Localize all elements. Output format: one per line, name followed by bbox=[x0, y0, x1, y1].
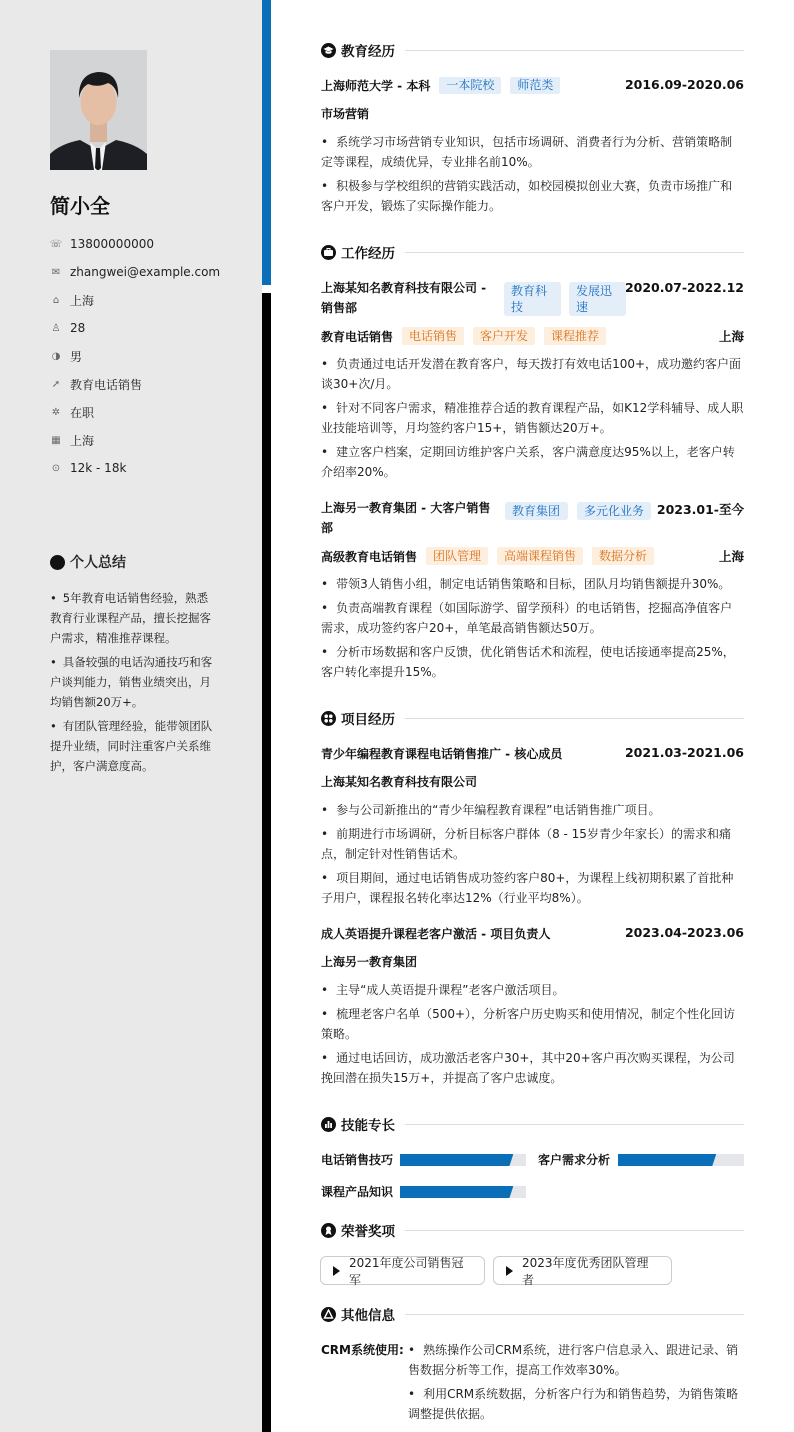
contact-city bbox=[50, 426, 250, 454]
project-org: 上海另一教育集团 bbox=[321, 955, 418, 969]
home-value: 上海 bbox=[70, 293, 95, 308]
project-bullets bbox=[321, 800, 744, 912]
list-item: • 分析市场数据和客户反馈，优化销售话术和流程，使电话接通率提高25%，客户转化率提升15%。 bbox=[321, 642, 744, 682]
contact-email bbox=[50, 258, 250, 286]
list-item: • 带领3人销售小组，制定电话销售策略和目标，团队月均销售额提升30%。 bbox=[321, 574, 744, 594]
job-date: 2020.07-2022.12 bbox=[624, 280, 744, 295]
school-name: 上海师范大学 - 本科 bbox=[321, 79, 431, 93]
project-date: 2023.04-2023.06 bbox=[624, 925, 744, 940]
list-item: • 利用CRM系统数据，分析客户行为和销售趋势，为销售策略调整提供依据。 bbox=[408, 1384, 744, 1424]
contact-status bbox=[50, 398, 250, 426]
awards-title: 荣誉奖项 bbox=[341, 1224, 395, 1240]
apps-icon bbox=[321, 1307, 336, 1322]
other-bullets bbox=[408, 1340, 744, 1428]
summary-item: • 具备较强的电话沟通技巧和客户谈判能力，销售业绩突出，月均销售额20万+。 bbox=[50, 652, 215, 712]
list-item: • 梳理老客户名单（500+），分析客户历史购买和使用情况，制定个性化回访策略。 bbox=[321, 1004, 744, 1044]
skill-name: 课程产品知识 bbox=[321, 1185, 394, 1199]
avatar bbox=[50, 50, 147, 170]
contact-home bbox=[50, 286, 250, 314]
company-tag: 教育科技 bbox=[504, 282, 561, 316]
divider bbox=[405, 1314, 744, 1315]
job-company: 上海某知名教育科技有限公司 - 销售部 bbox=[321, 281, 487, 315]
divider bbox=[405, 1230, 744, 1231]
salary-icon: ⊙ bbox=[51, 462, 61, 474]
education-title: 教育经历 bbox=[341, 44, 395, 60]
role-tag: 课程推荐 bbox=[544, 327, 606, 345]
profile-name: 简小全 bbox=[50, 194, 110, 218]
age-icon: ♙ bbox=[51, 322, 61, 334]
award-label: 2021年度公司销售冠军 bbox=[349, 1255, 464, 1287]
gender-icon: ◑ bbox=[51, 350, 61, 362]
phone-icon: ☏ bbox=[49, 238, 63, 250]
summary-item: • 有团队管理经验，能带领团队提升业绩，同时注重客户关系维护，客户满意度高。 bbox=[50, 716, 215, 776]
award-item bbox=[320, 1256, 485, 1285]
job-location: 上海 bbox=[718, 549, 744, 564]
accent-stripe-blue bbox=[262, 0, 271, 285]
company-tag: 多元化业务 bbox=[577, 502, 651, 520]
contact-gender bbox=[50, 342, 250, 370]
skill-name: 电话销售技巧 bbox=[321, 1153, 394, 1167]
role-tag: 高端课程销售 bbox=[497, 547, 583, 565]
award-label: 2023年度优秀团队管理者 bbox=[522, 1255, 649, 1287]
home-icon: ⌂ bbox=[52, 294, 60, 306]
education-bullets bbox=[321, 132, 744, 220]
list-item: • 主导“成人英语提升课程”老客户激活项目。 bbox=[321, 980, 744, 1000]
company-tag: 发展迅速 bbox=[569, 282, 626, 316]
other-title: 其他信息 bbox=[341, 1308, 395, 1324]
other-label: CRM系统使用: bbox=[321, 1343, 404, 1357]
skill-bar bbox=[618, 1154, 744, 1166]
job-bullets bbox=[321, 354, 744, 486]
project-bullets bbox=[321, 980, 744, 1092]
project-name: 成人英语提升课程老客户激活 - 项目负责人 bbox=[321, 927, 551, 941]
summary-item: • 5年教育电话销售经验，熟悉教育行业课程产品，擅长挖掘客户需求，精准推荐课程。 bbox=[50, 588, 215, 648]
skill-bar bbox=[400, 1186, 526, 1198]
projects-heading bbox=[321, 708, 744, 728]
role-tag: 数据分析 bbox=[592, 547, 654, 565]
list-item: • 负责高端教育课程（如国际游学、留学预科）的电话销售，挖掘高净值客户需求，成功签约客户20+，单笔最高销售额达50万。 bbox=[321, 598, 744, 638]
list-item: • 系统学习市场营销专业知识，包括市场调研、消费者行为分析、营销策略制定等课程，成绩优异，专业排名前10%。 bbox=[321, 132, 744, 172]
role-tag: 客户开发 bbox=[473, 327, 535, 345]
email-value: zhangwei@example.com bbox=[70, 265, 221, 279]
summary-list bbox=[50, 588, 215, 780]
summary-title: 个人总结 bbox=[70, 555, 126, 571]
list-item: • 积极参与学校组织的营销实践活动，如校园模拟创业大赛，负责市场推广和客户开发，锻炼了实际操作能力。 bbox=[321, 176, 744, 216]
project-org: 上海某知名教育科技有限公司 bbox=[321, 775, 478, 789]
phone-value: 13800000000 bbox=[70, 237, 154, 251]
company-tag: 教育集团 bbox=[505, 502, 568, 520]
grid-icon bbox=[321, 711, 336, 726]
mail-icon: ✉ bbox=[51, 266, 61, 278]
gender-value: 男 bbox=[70, 349, 83, 364]
skill-fill bbox=[400, 1154, 513, 1166]
projects-title: 项目经历 bbox=[341, 712, 395, 728]
age-value: 28 bbox=[70, 321, 86, 335]
award-item bbox=[493, 1256, 672, 1285]
divider bbox=[405, 50, 744, 51]
job-location: 上海 bbox=[718, 329, 744, 344]
job-role-row bbox=[321, 547, 654, 565]
role-tag: 电话销售 bbox=[402, 327, 464, 345]
role-tag: 团队管理 bbox=[426, 547, 488, 565]
job-role: 高级教育电话销售 bbox=[321, 549, 418, 564]
contact-salary bbox=[50, 454, 250, 482]
project-name: 青少年编程教育课程电话销售推广 - 核心成员 bbox=[321, 747, 563, 761]
list-item: • 参与公司新推出的“青少年编程教育课程”电话销售推广项目。 bbox=[321, 800, 744, 820]
briefcase-icon bbox=[321, 245, 336, 260]
position-value: 教育电话销售 bbox=[70, 377, 143, 392]
bar-chart-icon bbox=[321, 1117, 336, 1132]
contact-age bbox=[50, 314, 250, 342]
education-major: 市场营销 bbox=[321, 107, 370, 121]
awards-heading bbox=[321, 1220, 744, 1240]
education-date: 2016.09-2020.06 bbox=[624, 77, 744, 92]
graduation-cap-icon bbox=[321, 43, 336, 58]
work-heading bbox=[321, 242, 744, 262]
education-heading bbox=[321, 40, 744, 60]
list-item: • 通过电话回访，成功激活老客户30+，其中20+客户再次购买课程，为公司挽回潜在损失15万+，并提高了客户忠诚度。 bbox=[321, 1048, 744, 1088]
job-role-row bbox=[321, 327, 606, 345]
send-icon: ➚ bbox=[51, 378, 61, 390]
divider bbox=[405, 718, 744, 719]
skill-fill bbox=[618, 1154, 716, 1166]
contact-phone bbox=[50, 230, 250, 258]
job-company: 上海另一教育集团 - 大客户销售部 bbox=[321, 501, 491, 535]
job-bullets bbox=[321, 574, 744, 686]
play-icon bbox=[506, 1266, 513, 1276]
city-value: 上海 bbox=[70, 433, 95, 448]
play-icon bbox=[333, 1266, 340, 1276]
school-tag: 一本院校 bbox=[439, 77, 501, 94]
job-date: 2023.01-至今 bbox=[656, 502, 744, 517]
skills-title: 技能专长 bbox=[341, 1118, 395, 1134]
skill-fill bbox=[400, 1186, 513, 1198]
list-item: • 项目期间，通过电话销售成功签约客户80+，为课程上线初期积累了首批种子用户，课程报名转化率达12%（行业平均8%）。 bbox=[321, 868, 744, 908]
education-header bbox=[321, 77, 560, 94]
list-item: • 针对不同客户需求，精准推荐合适的教育课程产品，如K12学科辅导、成人职业技能培训等，月均签约客户15+，销售额达20万+。 bbox=[321, 398, 744, 438]
skill-name: 客户需求分析 bbox=[538, 1153, 611, 1167]
status-value: 在职 bbox=[70, 405, 95, 420]
list-item: • 熟练操作公司CRM系统，进行客户信息录入、跟进记录、销售数据分析等工作，提高工作效率30%。 bbox=[408, 1340, 744, 1380]
project-date: 2021.03-2021.06 bbox=[624, 745, 744, 760]
job-role: 教育电话销售 bbox=[321, 329, 394, 344]
list-item: • 前期进行市场调研，分析目标客户群体（8 - 15岁青少年家长）的需求和痛点，制定针对性销售话术。 bbox=[321, 824, 744, 864]
status-icon: ✲ bbox=[51, 406, 61, 418]
divider bbox=[405, 252, 744, 253]
list-item: • 负责通过电话开发潜在教育客户，每天拨打有效电话100+，成功邀约客户面谈30+次/月。 bbox=[321, 354, 744, 394]
list-item: • 建立客户档案，定期回访维护客户关系，客户满意度达95%以上，老客户转介绍率20%。 bbox=[321, 442, 744, 482]
accent-stripe-black bbox=[262, 293, 271, 1432]
divider bbox=[405, 1124, 744, 1125]
contact-list bbox=[50, 230, 250, 482]
other-heading bbox=[321, 1304, 744, 1324]
salary-value: 12k - 18k bbox=[70, 461, 127, 475]
skills-heading bbox=[321, 1114, 744, 1134]
building-icon: ▦ bbox=[51, 434, 61, 446]
school-tag: 师范类 bbox=[510, 77, 560, 94]
work-title: 工作经历 bbox=[341, 246, 395, 262]
contact-position bbox=[50, 370, 250, 398]
user-circle-icon bbox=[50, 555, 65, 570]
skill-bar bbox=[400, 1154, 526, 1166]
summary-heading bbox=[50, 552, 126, 572]
award-icon bbox=[321, 1223, 336, 1238]
